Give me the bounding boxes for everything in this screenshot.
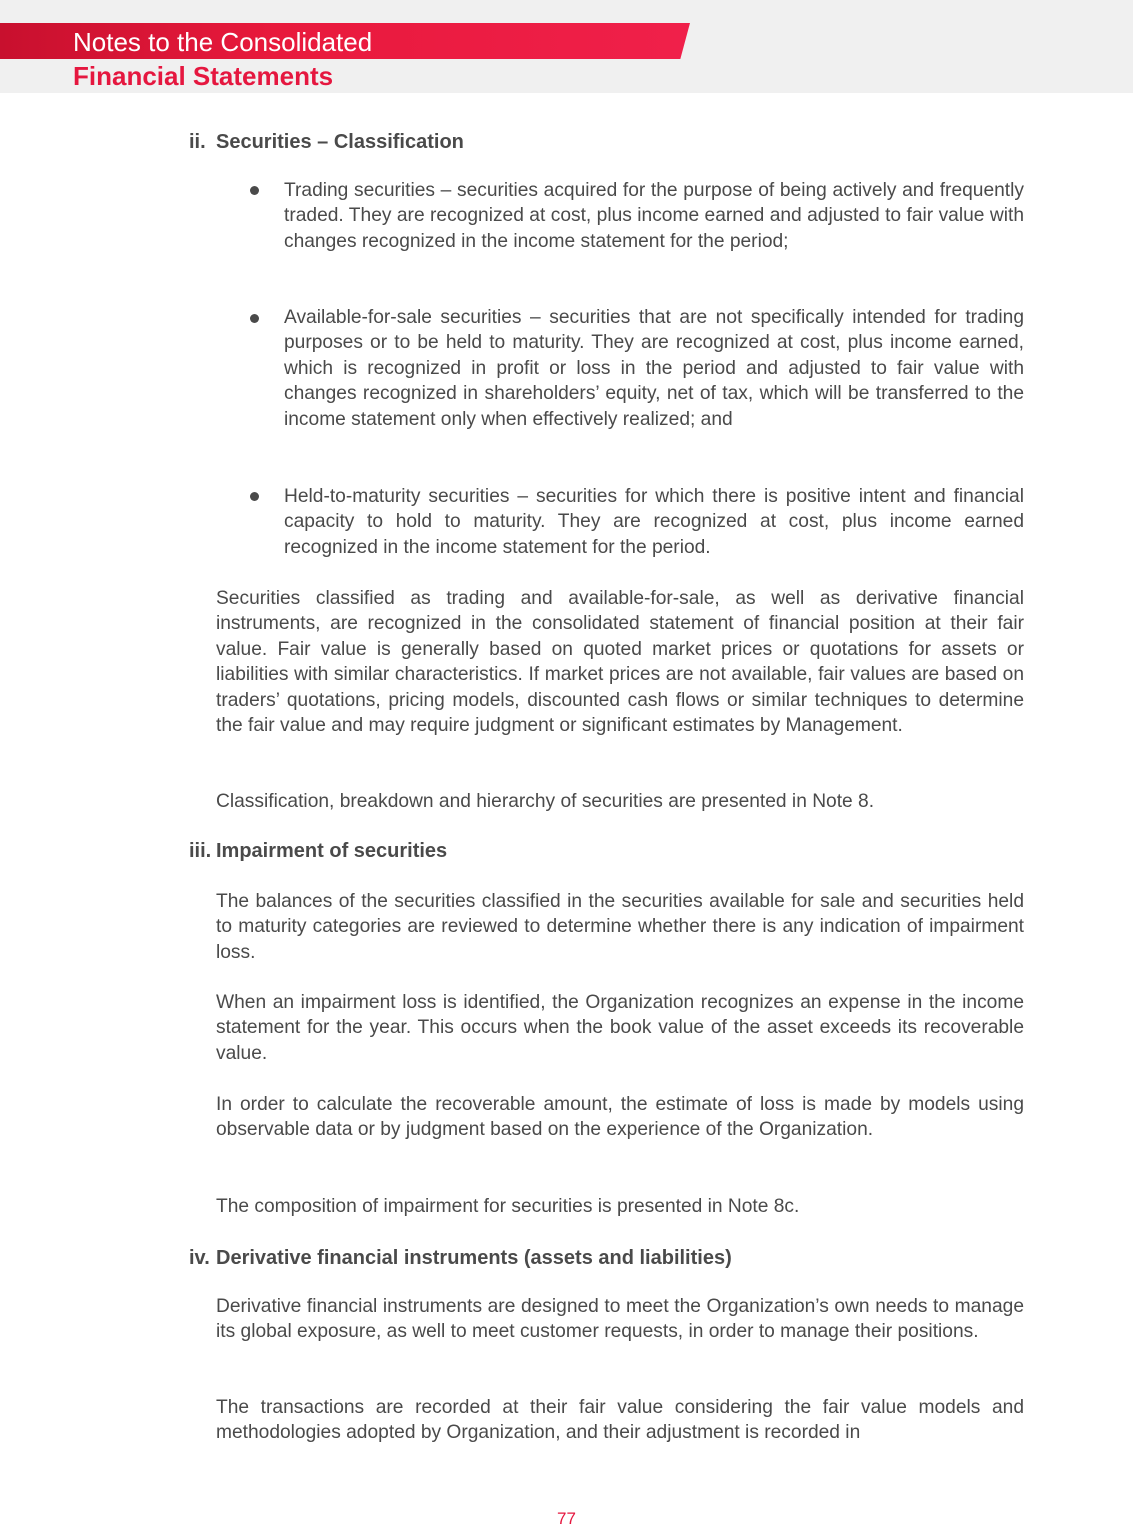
paragraph: The composition of impairment for securities is presented in Note 8c.: [216, 1196, 800, 1217]
section-heading-iii: [189, 838, 447, 864]
bullet-item: Held-to-maturity securities – securities for which there is positive intent and financial capacity to hold to maturity. They are recognized at cost, plus income earned recognized in the income statement for the period.: [284, 486, 1024, 558]
bullet-item: Trading securities – securities acquired for the purpose of being actively and frequently traded. They are recognized at cost, plus income earned and adjusted to fair value with changes recognized in the income statement for the period;: [284, 180, 1024, 252]
section-title: Derivative financial instruments (assets and liabilities): [216, 1247, 732, 1269]
bullet-dot-icon: [250, 186, 259, 195]
section-heading-ii: [189, 129, 464, 155]
paragraph: Classification, breakdown and hierarchy of securities are presented in Note 8.: [216, 791, 875, 812]
section-number: iv.: [189, 1247, 210, 1269]
paragraph: When an impairment loss is identified, the Organization recognizes an expense in the income statement for the year. This occurs when the book value of the asset exceeds its recoverable value.: [216, 992, 1024, 1064]
section-number: iii.: [189, 840, 212, 862]
paragraph: The balances of the securities classified in the securities available for sale and securities held to maturity categories are reviewed to determine whether there is any indication of impairment loss.: [216, 891, 1024, 963]
paragraph: Securities classified as trading and available-for-sale, as well as derivative financial instruments, are recognized in the consolidated statement of financial position at their fair value. Fair value is generally based on quoted market prices or quotations for assets or liabilities with similar characteristics. If market prices are not available, fair values are based on traders’ quotations, pricing models, discounted cash flows or similar techniques to determine the fair value and may require judgment or significant estimates by Management.: [216, 588, 1024, 737]
section-title: Securities – Classification: [216, 131, 464, 153]
section-heading-iv: [189, 1245, 732, 1271]
bullet-dot-icon: [250, 492, 259, 501]
header-band: [0, 0, 1133, 93]
page-number: 77: [557, 1509, 576, 1528]
section-number: ii.: [189, 131, 206, 153]
paragraph: Derivative financial instruments are designed to meet the Organization’s own needs to manage its global exposure, as well to meet customer requests, in order to manage their positions.: [216, 1296, 1024, 1343]
bullet-item: Available-for-sale securities – securities that are not specifically intended for trading purposes or to be held to maturity. They are recognized at cost, plus income earned, which is recognized in profit or loss in the period and adjusted to fair value with changes recognized in shareholders’ equity, net of tax, which will be transferred to the income statement only when effectively realized; and: [284, 307, 1024, 430]
header-title-line2: Financial Statements: [73, 61, 334, 91]
header-title-line1: Notes to the Consolidated: [73, 27, 373, 57]
section-title: Impairment of securities: [216, 840, 448, 862]
paragraph: In order to calculate the recoverable amount, the estimate of loss is made by models using observable data or by judgment based on the experience of the Organization.: [216, 1094, 1024, 1141]
bullet-dot-icon: [250, 314, 259, 323]
paragraph: The transactions are recorded at their fair value considering the fair value models and methodologies adopted by Organization, and their adjustment is recorded in: [216, 1397, 1024, 1444]
